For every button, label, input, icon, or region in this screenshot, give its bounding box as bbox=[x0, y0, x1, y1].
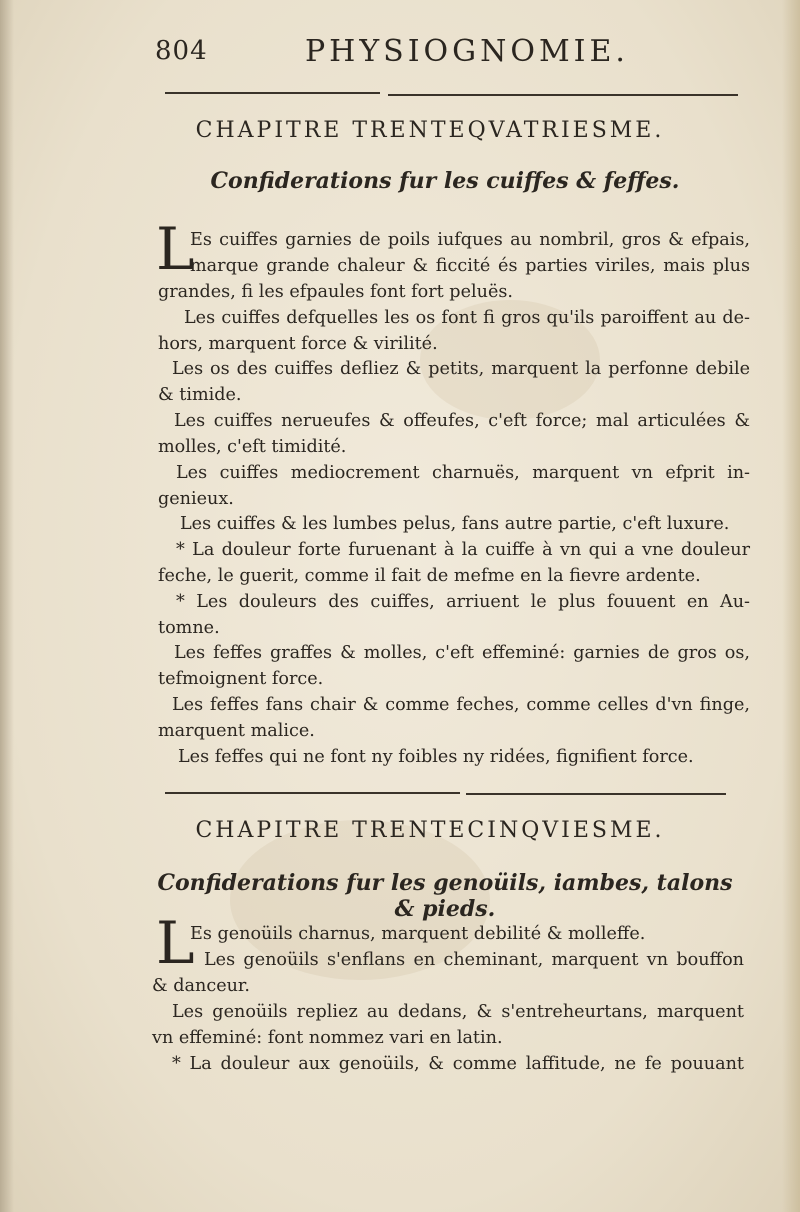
page-spine-shadow bbox=[0, 0, 14, 1212]
text-line: * La douleur aux genoüils, & comme laffitude, ne fe pouuant bbox=[172, 1054, 744, 1074]
text-line: vn effeminé: font nommez vari en latin. bbox=[152, 1028, 503, 1048]
drop-cap: L bbox=[156, 215, 195, 283]
chapter-heading: CHAPITRE TRENTEQVATRIESME. bbox=[195, 118, 665, 143]
text-line: molles, c'eft timidité. bbox=[158, 437, 347, 457]
text-line: Les genoüils repliez au dedans, & s'entreheurtans, marquent bbox=[172, 1002, 744, 1022]
text-line: Les cuiffes mediocrement charnuës, marquent vn efprit in- bbox=[176, 463, 750, 483]
text-line: genieux. bbox=[158, 489, 234, 509]
text-line: hors, marquent force & virilité. bbox=[158, 334, 438, 354]
chapter-separator-right bbox=[466, 793, 726, 795]
text-line: tefmoignent force. bbox=[158, 669, 324, 689]
text-line: * Les douleurs des cuiffes, arriuent le plus fouuent en Au- bbox=[176, 592, 750, 612]
running-title: PHYSIOGNOMIE. bbox=[305, 34, 629, 69]
text-line: marque grande chaleur & ficcité és parties viriles, mais plus bbox=[190, 256, 750, 276]
text-line: marquent malice. bbox=[158, 721, 315, 741]
text-line: Les feffes fans chair & comme feches, comme celles d'vn finge, bbox=[172, 695, 750, 715]
text-line: Les feffes graffes & molles, c'eft effeminé: garnies de gros os, bbox=[174, 643, 750, 663]
drop-cap: L bbox=[156, 909, 195, 977]
text-line: & danceur. bbox=[152, 976, 251, 996]
text-line: grandes, fi les efpaules font fort peluës. bbox=[158, 282, 513, 302]
chapter-separator-left bbox=[165, 792, 460, 794]
page-edge-shadow bbox=[782, 0, 800, 1212]
text-line: Les feffes qui ne font ny foibles ny ridées, fignifient force. bbox=[178, 747, 694, 767]
text-line: Les os des cuiffes defliez & petits, marquent la perfonne debile bbox=[172, 359, 750, 379]
text-line: Es genoüils charnus, marquent debilité & molleffe. bbox=[190, 924, 646, 944]
text-line: Les cuiffes & les lumbes pelus, fans autre partie, c'eft luxure. bbox=[180, 514, 730, 534]
text-line: Les genoüils s'enflans en cheminant, marquent vn bouffon bbox=[204, 950, 744, 970]
running-head bbox=[155, 30, 750, 74]
section-title: Confiderations fur les genoüils, iambes, talons & pieds. bbox=[157, 870, 733, 922]
text-line: feche, le guerit, comme il fait de mefme en la fievre ardente. bbox=[158, 566, 701, 586]
text-line: * La douleur forte furuenant à la cuiffe à vn qui a vne douleur bbox=[176, 540, 750, 560]
text-line: Les cuiffes nerueufes & offeufes, c'eft force; mal articulées & bbox=[174, 411, 750, 431]
text-line: tomne. bbox=[158, 618, 220, 638]
text-line: Les cuiffes defquelles les os font fi gros qu'ils paroiffent au de- bbox=[184, 308, 750, 328]
section-title: Confiderations fur les cuiffes & feffes. bbox=[210, 168, 680, 194]
header-rule-left bbox=[165, 92, 380, 94]
text-line: & timide. bbox=[158, 385, 242, 405]
chapter-heading: CHAPITRE TRENTECINQVIESME. bbox=[195, 818, 665, 843]
header-rule-right bbox=[388, 94, 738, 96]
text-line: Es cuiffes garnies de poils iufques au nombril, gros & efpais, bbox=[190, 230, 750, 250]
page-number: 804 bbox=[155, 36, 208, 66]
